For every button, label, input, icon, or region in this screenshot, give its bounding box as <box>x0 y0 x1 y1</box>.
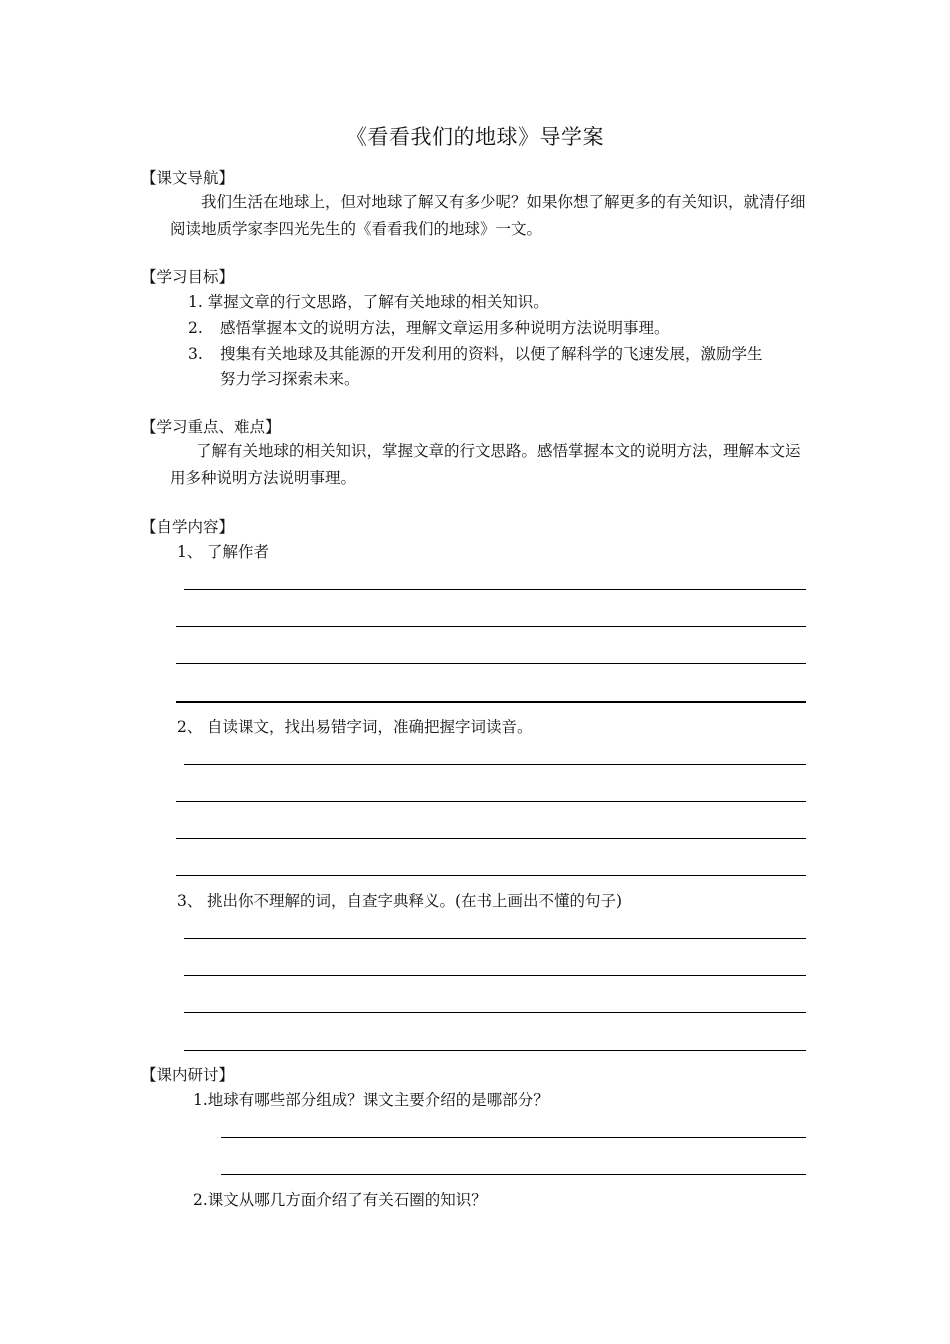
item-text: 地球有哪些部分组成？课文主要介绍的是哪部分？ <box>207 1091 549 1109</box>
answer-line[interactable] <box>221 1174 806 1175</box>
goal-item-2 <box>188 318 670 338</box>
item-number: 2. <box>193 1191 208 1209</box>
answer-line[interactable] <box>176 875 806 876</box>
item-number: 3、 <box>177 892 203 910</box>
self-study-item-2 <box>177 717 533 737</box>
goal-text: 掌握文章的行文思路，了解有关地球的相关知识。 <box>207 293 549 311</box>
answer-line[interactable] <box>221 1137 806 1138</box>
discussion-item-1 <box>193 1090 549 1110</box>
section-heading-self-study: 【自学内容】 <box>141 518 235 536</box>
item-text: 挑出你不理解的词，自查字典释义。(在书上画出不懂的句子) <box>207 892 623 910</box>
focus-paragraph: 了解有关地球的相关知识，掌握文章的行文思路。感悟掌握本文的说明方法，理解本文运用多种说明方法说明事理。 <box>170 442 801 487</box>
self-study-item-3 <box>177 891 622 911</box>
goal-text: 感悟掌握本文的说明方法，理解文章运用多种说明方法说明事理。 <box>220 319 670 337</box>
section-heading-focus: 【学习重点、难点】 <box>141 418 281 436</box>
goal-item-3 <box>188 344 763 364</box>
answer-line[interactable] <box>176 838 806 839</box>
goal-item-1 <box>188 292 549 312</box>
goal-number: 2. <box>188 319 203 337</box>
answer-line[interactable] <box>184 1050 806 1051</box>
item-text: 自读课文，找出易错字词，准确把握字词读音。 <box>207 718 533 736</box>
goal-text-line-1: 搜集有关地球及其能源的开发利用的资料，以便了解科学的飞速发展，激励学生 <box>220 345 763 363</box>
answer-line[interactable] <box>176 701 806 703</box>
item-number: 2、 <box>177 718 203 736</box>
goal-number: 3. <box>188 345 203 363</box>
item-number: 1. <box>193 1091 208 1109</box>
goal-text-line-2: 努力学习探索未来。 <box>220 370 360 388</box>
item-number: 1、 <box>177 543 203 561</box>
section-heading-intro: 【课文导航】 <box>141 169 235 187</box>
item-text: 了解作者 <box>207 543 270 561</box>
discussion-item-2 <box>193 1190 487 1210</box>
answer-line[interactable] <box>176 663 806 664</box>
goal-number: 1. <box>188 293 203 311</box>
answer-line[interactable] <box>184 764 806 765</box>
self-study-item-1 <box>177 542 269 562</box>
answer-line[interactable] <box>176 801 806 802</box>
answer-line[interactable] <box>176 626 806 627</box>
answer-line[interactable] <box>184 975 806 976</box>
item-text: 课文从哪几方面介绍了有关石圈的知识？ <box>207 1191 487 1209</box>
page-title: 《看看我们的地球》导学案 <box>346 125 604 149</box>
answer-line[interactable] <box>184 589 806 590</box>
answer-line[interactable] <box>184 1012 806 1013</box>
section-heading-discussion: 【课内研讨】 <box>141 1066 235 1084</box>
answer-line[interactable] <box>184 938 806 939</box>
section-heading-goals: 【学习目标】 <box>141 268 235 286</box>
intro-paragraph: 我们生活在地球上，但对地球了解又有多少呢？如果你想了解更多的有关知识，就清仔细阅读地质学家李四光先生的《看看我们的地球》一文。 <box>170 193 806 238</box>
